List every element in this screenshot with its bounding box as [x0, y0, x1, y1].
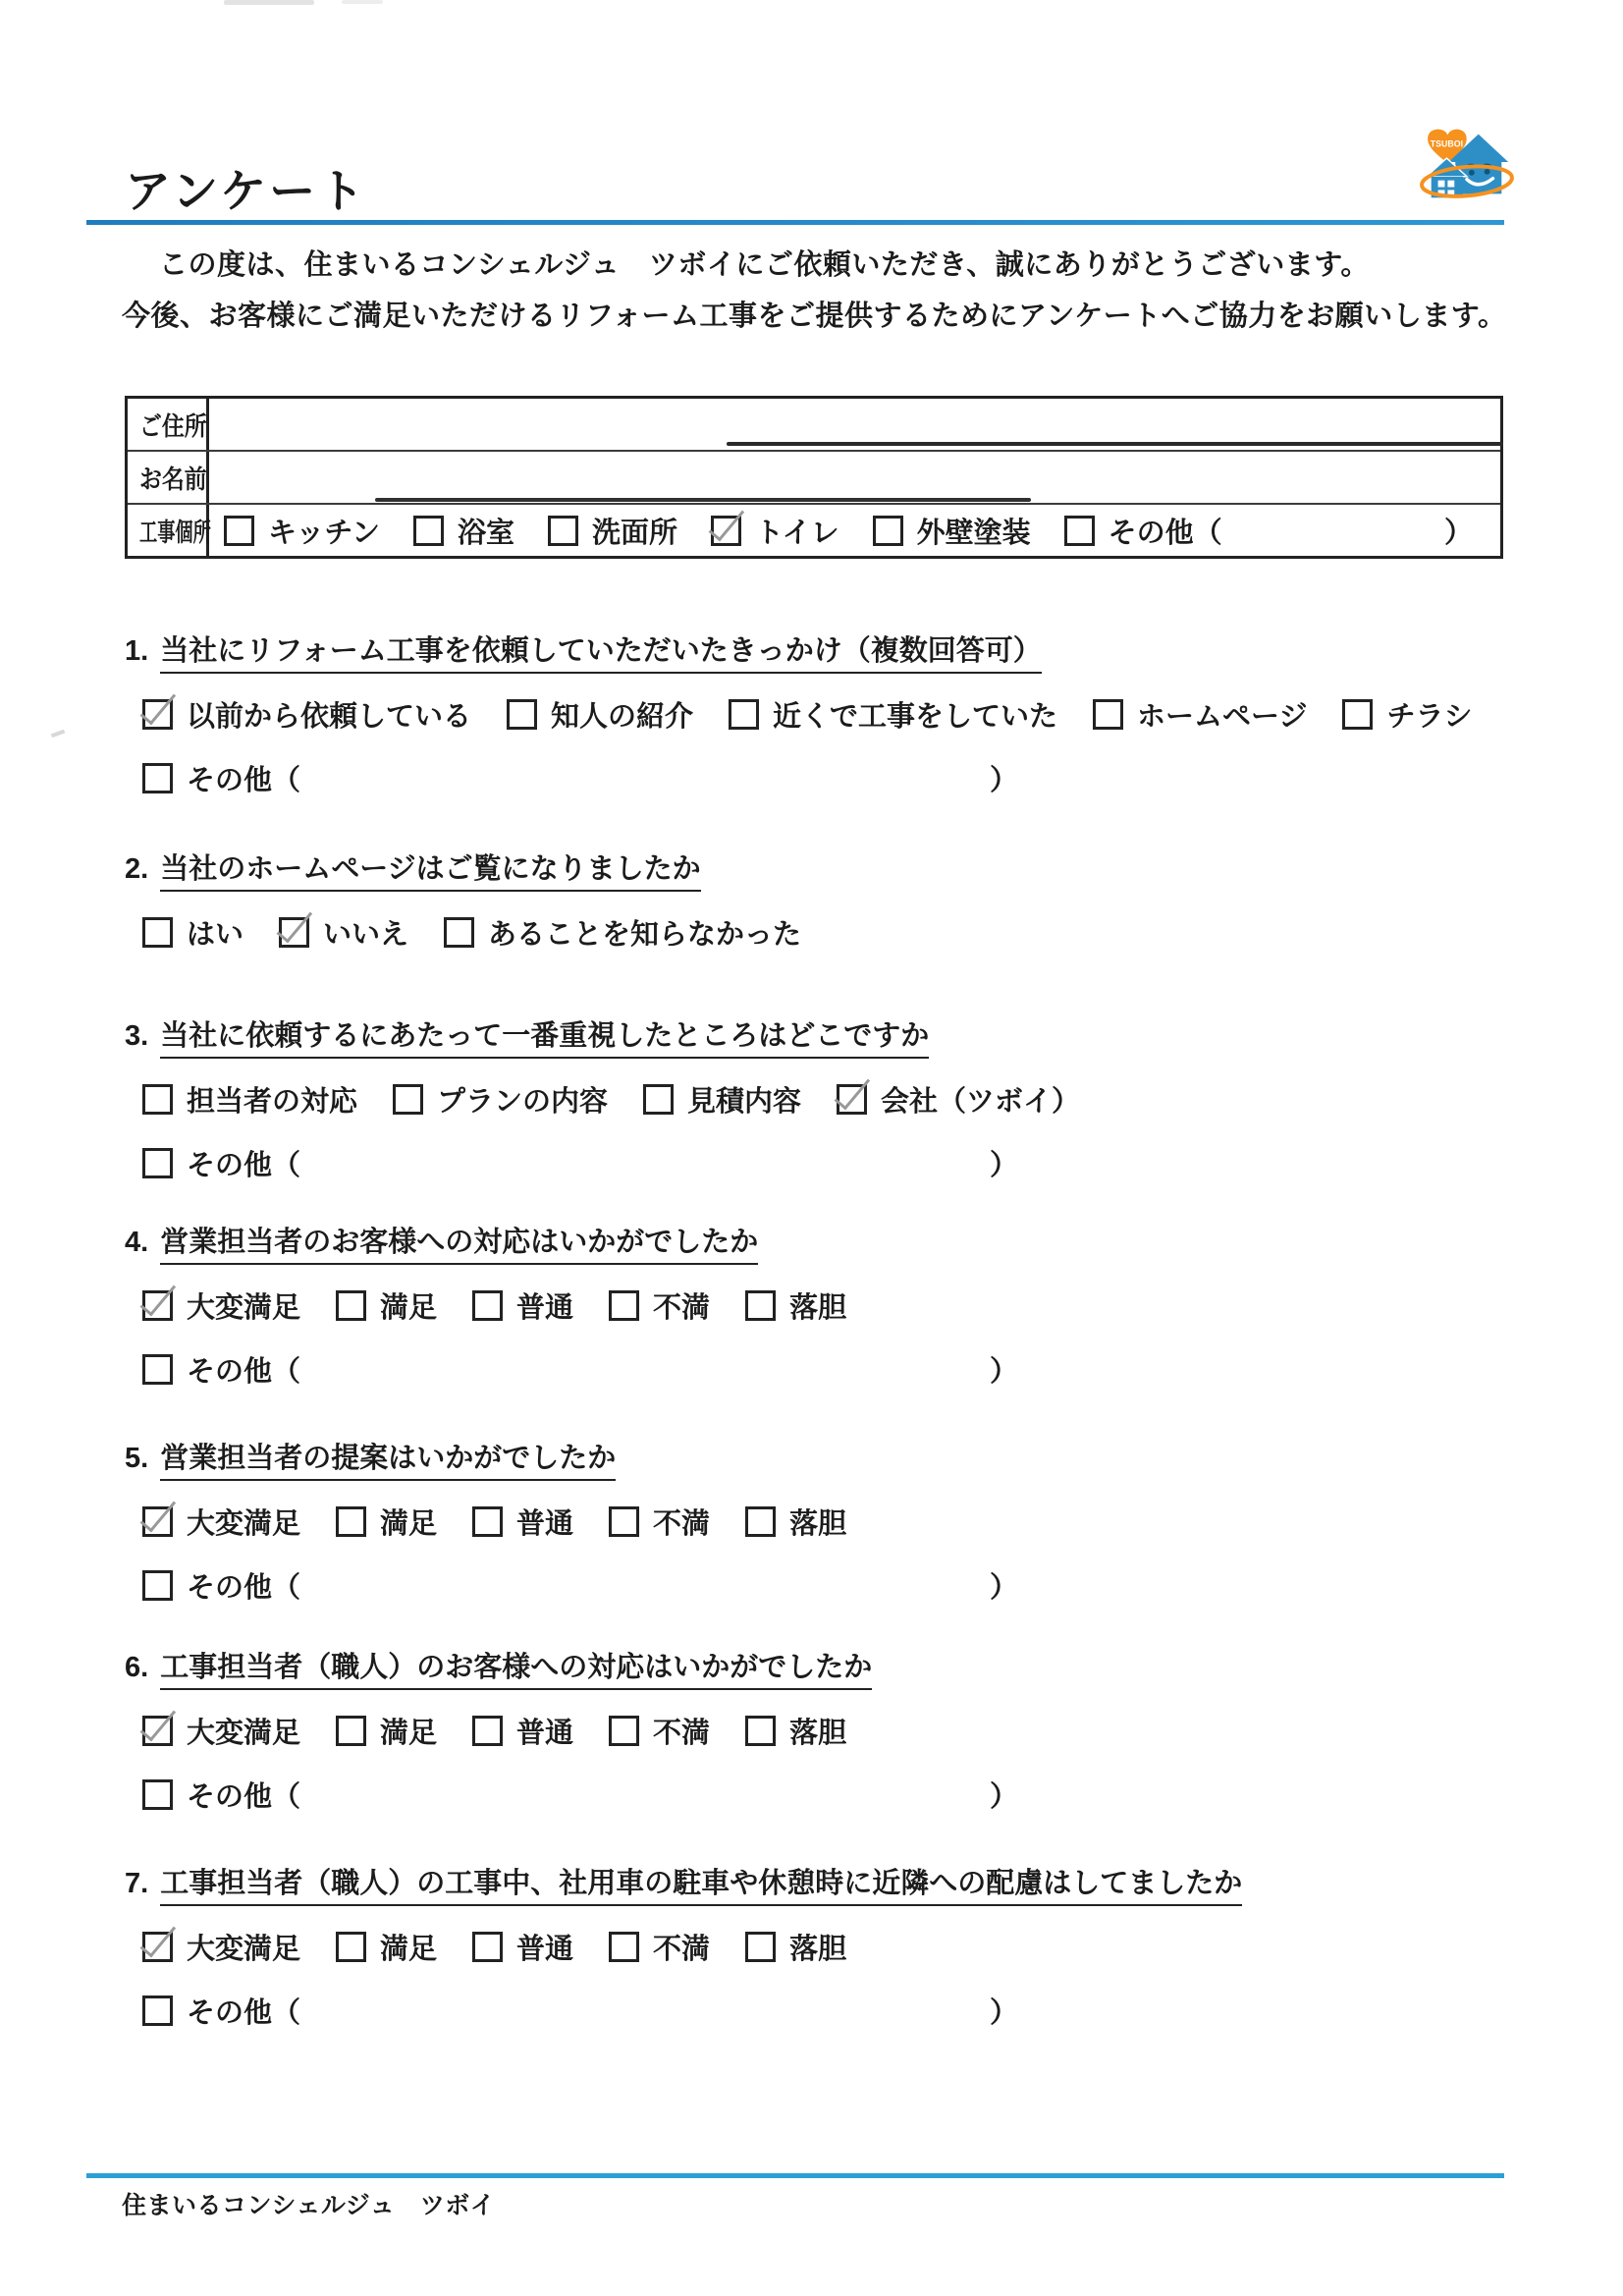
option-label: 不満 — [653, 1292, 711, 1324]
checkbox[interactable] — [336, 1932, 366, 1962]
question-5 — [125, 1436, 1511, 1606]
option — [1093, 694, 1307, 735]
option-label: トイレ — [755, 517, 839, 549]
logo-text: TSUBOI — [1430, 138, 1464, 149]
checkbox[interactable] — [507, 699, 537, 730]
option-label: 満足 — [380, 1508, 438, 1540]
intro-line-2: 今後、お客様にご満足いただけるリフォーム工事をご提供するためにアンケートへご協力をお願いします。 — [122, 301, 1507, 332]
tsuboi-logo-graphic — [1417, 122, 1517, 204]
option-label: 満足 — [380, 1292, 438, 1324]
option-label: 知人の紹介 — [551, 701, 694, 733]
worksite-options — [206, 511, 1500, 551]
checkbox[interactable] — [609, 1290, 639, 1321]
option-bathroom — [413, 511, 514, 551]
other-option-row — [142, 758, 1018, 798]
question-1 — [125, 629, 1511, 798]
page-title: アンケート — [125, 165, 368, 217]
option-label: チラシ — [1386, 701, 1473, 733]
option-label: 落胆 — [789, 1934, 847, 1965]
options-row — [142, 1079, 1511, 1120]
checkbox[interactable] — [1064, 516, 1095, 546]
question-title: 当社にリフォーム工事を依頼していただいたきっかけ（複数回答可） — [160, 635, 1042, 674]
option — [336, 1285, 437, 1326]
option-label: 不満 — [653, 1508, 711, 1540]
option-label: 近くで工事をしていた — [773, 701, 1058, 733]
checkbox[interactable] — [142, 1148, 173, 1178]
other-option-row — [142, 1775, 1018, 1815]
option-label: 洗面所 — [592, 517, 678, 549]
option — [336, 1502, 437, 1542]
other-option-row — [142, 1991, 1018, 2031]
option — [142, 1079, 357, 1120]
question-number: 4. — [125, 1227, 149, 1258]
option — [393, 1079, 608, 1120]
option — [336, 1711, 437, 1751]
option-label: 落胆 — [789, 1718, 847, 1749]
checkbox[interactable] — [472, 1932, 503, 1962]
other-label: その他（ — [187, 1572, 301, 1604]
option-label: 大変満足 — [187, 1292, 301, 1324]
option — [745, 1927, 846, 1967]
footer-company-name: 住まいるコンシェルジュ ツボイ — [122, 2192, 496, 2219]
options-row — [142, 1502, 1511, 1542]
question-heading — [125, 629, 1511, 669]
checkbox[interactable] — [142, 1716, 173, 1746]
close-paren: ） — [989, 1150, 1018, 1181]
question-title: 当社のホームページはご覧になりましたか — [160, 853, 700, 892]
checkbox[interactable] — [548, 516, 578, 546]
question-number: 3. — [125, 1020, 149, 1052]
checkbox[interactable] — [336, 1716, 366, 1746]
option — [142, 694, 471, 735]
question-title: 工事担当者（職人）のお客様への対応はいかがでしたか — [160, 1652, 872, 1690]
option-label: 担当者の対応 — [187, 1086, 358, 1118]
option — [745, 1711, 846, 1751]
checkbox[interactable] — [729, 699, 759, 730]
table-row-name — [128, 452, 1500, 503]
options-row — [142, 1711, 1511, 1751]
option-label: 不満 — [653, 1718, 711, 1749]
question-heading — [125, 1436, 1511, 1476]
option-label: 以前から依頼している — [187, 701, 472, 733]
close-paren: ） — [989, 1781, 1018, 1813]
checkbox[interactable] — [336, 1506, 366, 1537]
checkbox[interactable] — [142, 763, 173, 793]
other-option-row — [142, 1565, 1018, 1606]
checkbox[interactable] — [142, 1932, 173, 1962]
question-number: 6. — [125, 1652, 149, 1683]
question-heading — [125, 1861, 1511, 1901]
intro-line-1: この度は、住まいるコンシェルジュ ツボイにご依頼いただき、誠にありがとうございます。 — [159, 249, 1370, 281]
checkbox[interactable] — [444, 917, 474, 948]
option — [609, 1502, 710, 1542]
checkbox[interactable] — [142, 699, 173, 730]
option — [142, 1927, 300, 1967]
option-other — [1064, 511, 1222, 551]
checkbox[interactable] — [472, 1716, 503, 1746]
question-4 — [125, 1220, 1511, 1390]
checkbox[interactable] — [142, 1354, 173, 1385]
option-label: 普通 — [516, 1508, 574, 1540]
address-label: ご住所 — [139, 410, 207, 441]
option — [142, 1502, 300, 1542]
options-row — [142, 1927, 1511, 1967]
other-label: その他（ — [187, 1150, 301, 1181]
option-label: いいえ — [323, 919, 409, 951]
option — [472, 1285, 573, 1326]
handwritten-line — [375, 498, 1031, 502]
handwritten-line — [727, 442, 1503, 446]
table-row-worksite — [128, 505, 1500, 556]
option — [745, 1285, 846, 1326]
option-label: ホームページ — [1137, 701, 1308, 733]
checkbox[interactable] — [745, 1506, 776, 1537]
checkbox[interactable] — [1093, 699, 1123, 730]
option-label: 満足 — [380, 1934, 438, 1965]
checkbox[interactable] — [745, 1716, 776, 1746]
checkbox[interactable] — [472, 1506, 503, 1537]
company-logo — [1417, 122, 1517, 204]
other-label: その他（ — [187, 1356, 301, 1388]
option-kitchen — [224, 511, 380, 551]
option — [745, 1502, 846, 1542]
checkbox[interactable] — [413, 516, 444, 546]
close-paren: ） — [989, 765, 1018, 796]
checkbox[interactable] — [279, 917, 309, 948]
option — [472, 1711, 573, 1751]
checkbox[interactable] — [142, 1570, 173, 1601]
option — [729, 694, 1057, 735]
checkbox[interactable] — [609, 1932, 639, 1962]
other-option-row — [142, 1143, 1018, 1183]
option-label: 普通 — [516, 1718, 574, 1749]
other-option-row — [142, 1349, 1018, 1390]
checkbox[interactable] — [224, 516, 254, 546]
option-label: 普通 — [516, 1934, 574, 1965]
question-heading — [125, 1013, 1511, 1054]
close-paren: ） — [989, 1572, 1018, 1604]
other-label: その他（ — [187, 765, 301, 796]
option-label: 大変満足 — [187, 1508, 301, 1540]
options-row — [142, 694, 1511, 735]
question-number: 5. — [125, 1443, 149, 1474]
option-label: 不満 — [653, 1934, 711, 1965]
question-heading — [125, 847, 1511, 887]
option — [609, 1927, 710, 1967]
checkbox[interactable] — [837, 1084, 867, 1115]
other-label: その他（ — [187, 1997, 301, 2029]
option-label: はい — [187, 919, 244, 951]
option — [444, 912, 801, 953]
checkbox[interactable] — [609, 1506, 639, 1537]
option-label: 浴室 — [457, 517, 514, 549]
name-value-area[interactable] — [206, 452, 1500, 503]
worksite-label: 工事個所 — [139, 517, 211, 547]
other-label: その他（ — [187, 1781, 301, 1813]
checkbox[interactable] — [1342, 699, 1373, 730]
scanner-smudge — [224, 0, 314, 5]
pencil-speck — [51, 730, 66, 738]
checkbox[interactable] — [609, 1716, 639, 1746]
options-row — [142, 912, 1511, 953]
option-label: 会社（ツボイ） — [881, 1086, 1081, 1118]
question-title: 当社に依頼するにあたって一番重視したところはどこですか — [160, 1020, 929, 1059]
option — [142, 912, 243, 953]
question-title: 営業担当者のお客様への対応はいかがでしたか — [160, 1227, 758, 1265]
checkbox[interactable] — [472, 1290, 503, 1321]
option — [279, 912, 408, 953]
checkbox[interactable] — [336, 1290, 366, 1321]
option-label: キッチン — [268, 517, 380, 549]
option — [472, 1927, 573, 1967]
option — [142, 1285, 300, 1326]
option — [609, 1285, 710, 1326]
options-row — [142, 1285, 1511, 1326]
option-label: その他（ — [1108, 517, 1222, 549]
info-table — [125, 396, 1503, 559]
checkbox[interactable] — [142, 1290, 173, 1321]
option-label: 見積内容 — [687, 1086, 802, 1118]
question-heading — [125, 1645, 1511, 1685]
option-label: 満足 — [380, 1718, 438, 1749]
option-label: 大変満足 — [187, 1718, 301, 1749]
option-label: 普通 — [516, 1292, 574, 1324]
question-number: 1. — [125, 635, 149, 667]
close-paren: ） — [989, 1997, 1018, 2029]
option-label: 落胆 — [789, 1508, 847, 1540]
checkbox[interactable] — [142, 1084, 173, 1115]
question-heading — [125, 1220, 1511, 1260]
option — [142, 1711, 300, 1751]
checkbox[interactable] — [142, 1779, 173, 1810]
option — [1342, 694, 1472, 735]
question-3 — [125, 1013, 1511, 1183]
checkbox[interactable] — [393, 1084, 423, 1115]
question-title: 営業担当者の提案はいかがでしたか — [160, 1443, 616, 1481]
option-toilet — [711, 511, 839, 551]
option-exterior-paint — [873, 511, 1031, 551]
checkbox[interactable] — [643, 1084, 674, 1115]
title-underline-rule — [86, 220, 1504, 225]
option — [837, 1079, 1080, 1120]
question-number: 7. — [125, 1868, 149, 1899]
option — [643, 1079, 801, 1120]
option — [609, 1711, 710, 1751]
checkbox[interactable] — [142, 917, 173, 948]
checkbox[interactable] — [745, 1290, 776, 1321]
option — [472, 1502, 573, 1542]
checkbox[interactable] — [142, 1995, 173, 2026]
option-label: プランの内容 — [437, 1086, 609, 1118]
question-number: 2. — [125, 853, 149, 885]
question-6 — [125, 1645, 1511, 1815]
checkbox[interactable] — [142, 1506, 173, 1537]
option-washroom — [548, 511, 677, 551]
checkbox[interactable] — [873, 516, 903, 546]
question-title: 工事担当者（職人）の工事中、社用車の駐車や休憩時に近隣への配慮はしてましたか — [160, 1868, 1242, 1906]
scanner-smudge — [342, 0, 383, 4]
option — [336, 1927, 437, 1967]
footer-rule — [86, 2173, 1504, 2178]
question-2 — [125, 847, 1511, 953]
option — [507, 694, 693, 735]
question-7 — [125, 1861, 1511, 2031]
option-label: 落胆 — [789, 1292, 847, 1324]
checkbox[interactable] — [745, 1932, 776, 1962]
close-paren: ） — [989, 1356, 1018, 1388]
close-paren: ） — [1443, 517, 1473, 549]
checkbox[interactable] — [711, 516, 741, 546]
option-label: あることを知らなかった — [488, 919, 802, 951]
name-label: お名前 — [139, 464, 207, 494]
option-label: 大変満足 — [187, 1934, 301, 1965]
option-label: 外壁塗装 — [916, 517, 1031, 549]
